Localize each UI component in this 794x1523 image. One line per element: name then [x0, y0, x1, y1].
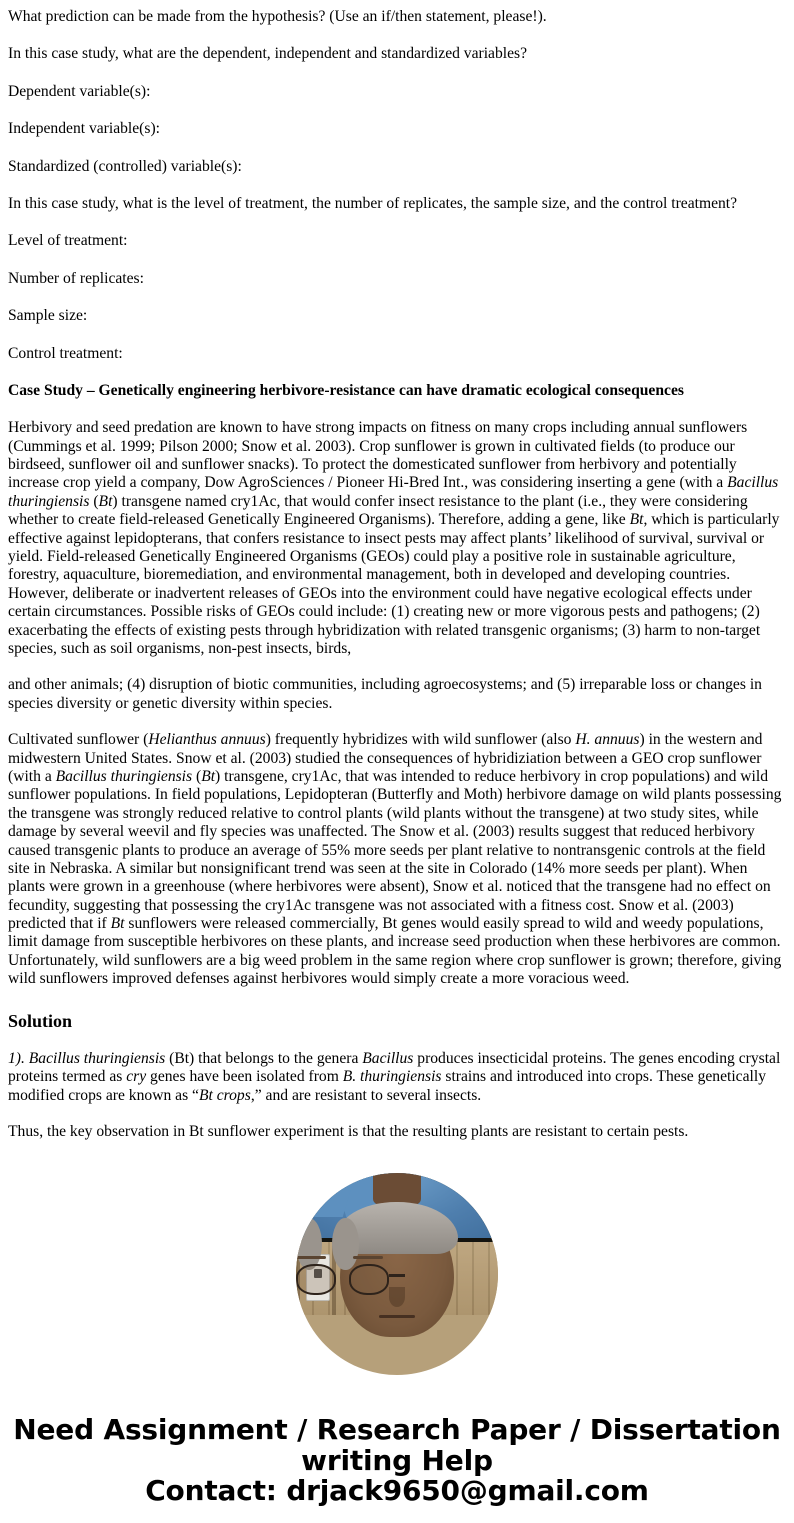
- para1-text-c: ) transgene named cry1Ac, that would confer insect resistance to the plant (i.e., they were considering whether to create field-released Genetically Engineered Organisms). Therefore, adding a gene, like: [8, 492, 748, 529]
- question-variables: In this case study, what are the dependent, independent and standardized variables?: [8, 45, 528, 63]
- photo-mouth: [379, 1315, 415, 1318]
- footer-line-2: writing Help: [301, 1443, 493, 1477]
- photo-eyebrow-left: [353, 1256, 383, 1259]
- para3-text-f: sunflowers were released commercially, Bt genes would easily spread to wild and weedy populations, limit damage from susceptible herbivores on these plants, and increase seed production when these herbivores are common. Unfortunately, wild sunflowers are a big weed problem in the same region where crop sunflower is grown; therefore, giving wild sunflowers improved defenses against herbivores would simply create a more voracious weed.: [8, 915, 782, 988]
- photo-eyeglass-left: [349, 1264, 389, 1294]
- sol1-italic-bt-crops: Bt crops: [198, 1086, 251, 1104]
- profile-photo-container: [8, 1173, 786, 1375]
- para3-text-b: ) frequently hybridizes with wild sunflower (also: [265, 731, 576, 749]
- para3-text-a: Cultivated sunflower (: [8, 731, 149, 749]
- footer-line-3: Contact: drjack9650@gmail.com: [145, 1473, 649, 1507]
- field-sample-size: Sample size:: [8, 307, 88, 325]
- sol1-text-b: produces insecticidal proteins. The genes encoding crystal proteins termed as: [8, 1049, 781, 1086]
- photo-neck: [373, 1173, 421, 1205]
- sol1-text-c: genes have been isolated from: [146, 1068, 343, 1086]
- question-treatment-replicates: In this case study, what is the level of treatment, the number of replicates, the sample size, and the control treatment?: [8, 194, 738, 212]
- footer-line-1: Need Assignment / Research Paper / Dissertation: [13, 1413, 781, 1447]
- para1-text-a: Herbivory and seed predation are known to have strong impacts on fitness on many crops including annual sunflowers (Cummings et al. 1999; Pilson 2000; Snow et al. 2003). Crop sunflower is grown in cultivated fields (to produce our birdseed, sunflower oil and sunflower snacks). To protect the domesticated sunflower from herbivory and potentially increase crop yield a company, Dow AgroSciences / Pioneer Hi-Bred Int., was considering inserting a gene (with a: [8, 419, 748, 492]
- photo-eyeglass-bridge: [389, 1274, 405, 1277]
- para3-italic-bt-1: Bt: [201, 767, 216, 785]
- sol1-italic-bacillus: Bacillus: [362, 1049, 414, 1067]
- para3-text-d: (: [192, 767, 202, 785]
- field-level-of-treatment: Level of treatment:: [8, 232, 128, 250]
- para3-italic-bt-2: Bt: [110, 915, 125, 933]
- photo-eyeglass-right: [296, 1264, 336, 1294]
- para3-italic-h-annuus: H. annuus: [575, 731, 640, 749]
- solution-heading: Solution: [8, 1010, 73, 1031]
- photo-nose: [389, 1287, 405, 1307]
- sol1-italic-cry: cry: [126, 1068, 147, 1086]
- field-control-treatment: Control treatment:: [8, 344, 123, 362]
- photo-hair-left: [332, 1218, 358, 1271]
- field-number-of-replicates: Number of replicates:: [8, 269, 144, 287]
- para1-text-d: , which is particularly effective against lepidopterans, that confers resistance to insect pests may affect plants’ likelihood of survival, survival or yield. Field-released Genetically Engineered Organisms (GEOs) could play a positive role in sustainable agriculture, forestry, aquaculture, bioremediation, and environmental management, both in developed and developing countries. However, deliberate or inadvertent releases of GEOs into the environment could have negative ecological effects under certain circumstances. Possible risks of GEOs could include: (1) creating new or more vigorous pests and pathogens; (2) exacerbating the effects of existing pests through hybridization with related transgenic organisms; (3) harm to non-target species, such as soil organisms, non-pest insects, birds,: [8, 511, 780, 657]
- profile-photo: [296, 1173, 498, 1375]
- field-dependent-variable: Dependent variable(s):: [8, 82, 151, 100]
- para1-italic-bt-2: Bt: [629, 511, 644, 529]
- solution-paragraph-2: Thus, the key observation in Bt sunflower experiment is that the resulting plants are resistant to certain pests.: [8, 1123, 689, 1141]
- sol1-italic-bacillus-thuringiensis: 1). Bacillus thuringiensis: [8, 1049, 166, 1067]
- sol1-text-e: ,” and are resistant to several insects.: [250, 1086, 482, 1104]
- case-study-paragraph-1: [8, 419, 786, 658]
- sol1-italic-b-thuringiensis: B. thuringiensis: [342, 1068, 442, 1086]
- para3-text-c: ) in the western and midwestern United States. Snow et al. (2003) studied the consequences of hybridiziation between a GEO crop sunflower (with a: [8, 731, 763, 785]
- footer-contact-block: [8, 1415, 786, 1506]
- para1-italic-bt-1: Bt: [98, 492, 113, 510]
- field-standardized-variable: Standardized (controlled) variable(s):: [8, 157, 242, 175]
- para1-text-b: (: [89, 492, 99, 510]
- para3-italic-bacillus: Bacillus thuringiensis: [55, 767, 193, 785]
- photo-eyebrow-right: [296, 1256, 326, 1259]
- para3-italic-helianthus: Helianthus annuus: [148, 731, 266, 749]
- case-study-heading: Case Study – Genetically engineering herbivore-resistance can have dramatic ecological consequences: [8, 381, 684, 399]
- field-independent-variable: Independent variable(s):: [8, 120, 160, 138]
- para3-text-e: ) transgene, cry1Ac, that was intended to reduce herbivory in crop populations) and wild sunflower populations. In field populations, Lepidopteran (Butterfly and Moth) herbivore damage on wild plants possessing the transgene was strongly reduced relative to control plants (wild plants without the transgene) at two study sites, while damage by several weevil and fly species was unaffected. The Snow et al. (2003) results suggest that reduced herbivory caused transgenic plants to produce an average of 55% more seeds per plant relative to nontransgenic controls at the field site in Nebraska. A similar but nonsignificant trend was seen at the site in Colorado (14% more seeds per plant). When plants were grown in a greenhouse (where herbivores were absent), Snow et al. noticed that the transgene had no effect on fecundity, suggesting that possessing the cry1Ac transgene was not associated with a fitness cost. Snow et al. (2003) predicted that if: [8, 767, 782, 933]
- solution-paragraph-1: [8, 1050, 786, 1105]
- sol1-text-a: (Bt) that belongs to the genera: [165, 1049, 363, 1067]
- para1-italic-bacillus: Bacillus thuringiensis: [8, 474, 779, 510]
- question-prediction: What prediction can be made from the hypothesis? (Use an if/then statement, please!).: [8, 8, 547, 25]
- case-study-paragraph-2: and other animals; (4) disruption of biotic communities, including agroecosystems; and (5) irreparable loss or changes in species diversity or genetic diversity within species.: [8, 676, 762, 712]
- case-study-paragraph-3: [8, 731, 786, 988]
- sol1-text-d: strains and introduced into crops. These genetically modified crops are known as “: [8, 1068, 766, 1104]
